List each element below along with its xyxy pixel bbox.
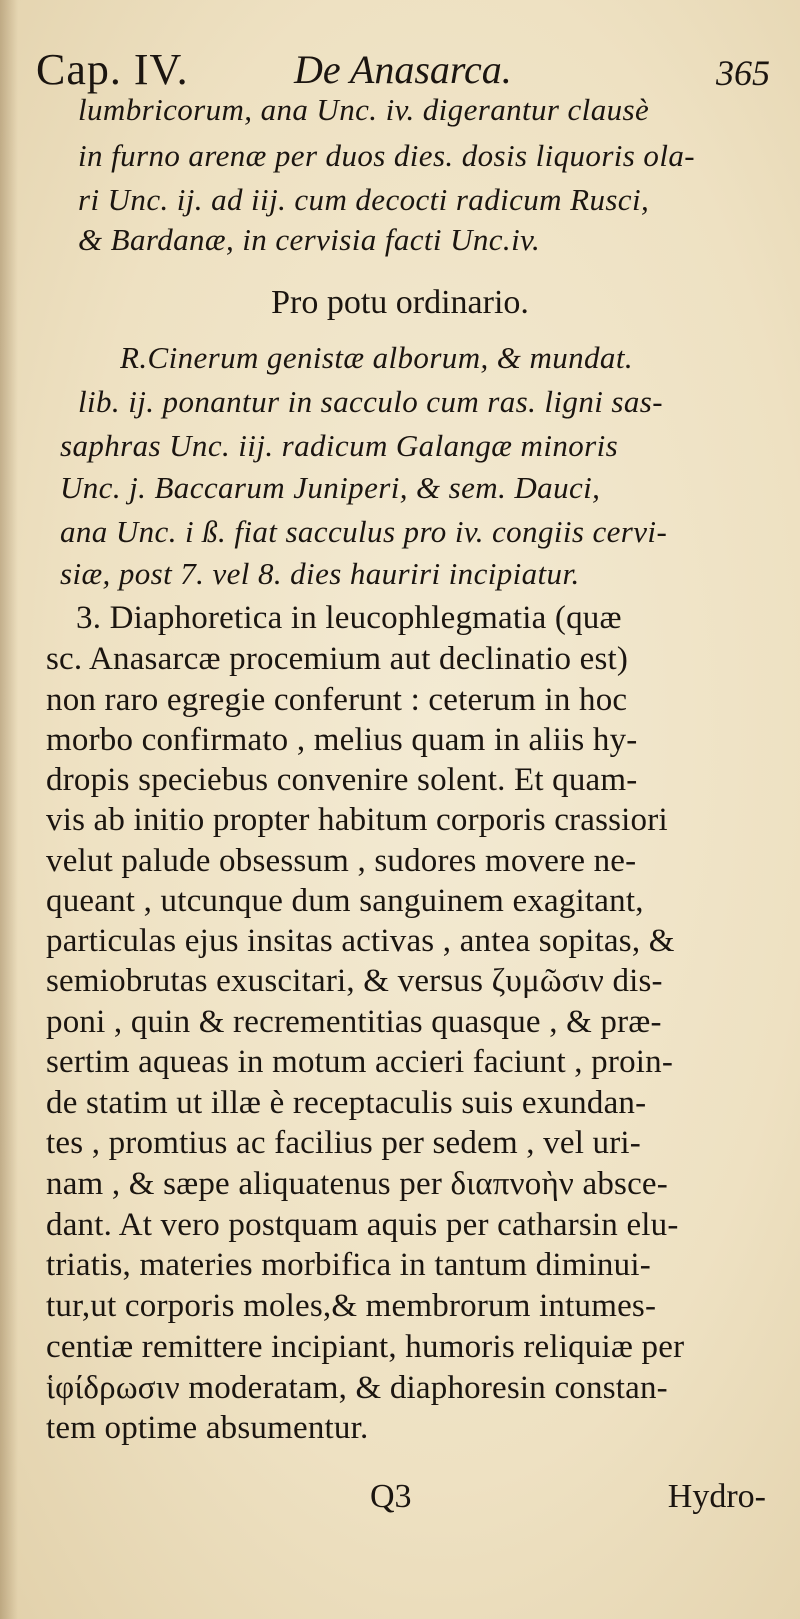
text-line: ana Unc. i ß. fiat sacculus pro iv. congiis cervi- — [60, 514, 668, 549]
text-line: dant. At vero postquam aquis per catharsin elu- — [46, 1207, 679, 1243]
text-line: poni , quin & recrementitias quasque , & præ- — [46, 1004, 662, 1040]
section-heading: Pro potu ordinario. — [271, 284, 529, 321]
text-line: centiæ remittere incipiant, humoris reliquiæ per — [46, 1329, 685, 1365]
text-line: R.Cinerum genistæ alborum, & mundat. — [120, 340, 633, 375]
text-line: triatis, materies morbifica in tantum diminui- — [46, 1247, 651, 1283]
text-line: siæ, post 7. vel 8. dies hauriri incipiatur. — [60, 556, 580, 591]
text-line: sertim aqueas in motum accieri faciunt , proin- — [46, 1044, 674, 1080]
chapter-label: Cap. IV. — [36, 45, 189, 94]
text-line: de statim ut illæ è receptaculis suis exundan- — [46, 1085, 647, 1121]
catchword: Hydro- — [667, 1478, 766, 1515]
text-line: lumbricorum, ana Unc. iv. digerantur clausè — [78, 92, 650, 127]
text-line: velut palude obsessum , sudores movere ne- — [46, 843, 637, 879]
text-line: tes , promtius ac facilius per sedem , vel uri- — [46, 1125, 641, 1161]
text-line: lib. ij. ponantur in sacculo cum ras. ligni sas- — [78, 384, 663, 419]
running-title: De Anasarca. — [294, 47, 512, 92]
text-line: ἱφίδρωσιν moderatam, & diaphoresin constan- — [46, 1370, 668, 1406]
text-line: non raro egregie conferunt : ceterum in hoc — [46, 682, 628, 718]
text-line: tem optime absumentur. — [46, 1410, 369, 1446]
paragraph-first-line: 3. Diaphoretica in leucophlegmatia (quæ — [76, 600, 622, 636]
text-line: saphras Unc. iij. radicum Galangæ minoris — [60, 428, 619, 463]
text-line: semiobrutas exuscitari, & versus ζυμῶσιν dis- — [46, 963, 663, 999]
text-line: Unc. j. Baccarum Juniperi, & sem. Dauci, — [60, 470, 601, 505]
text-line: particulas ejus insitas activas , antea sopitas, & — [46, 923, 675, 959]
text-line: in furno arenæ per duos dies. dosis liquoris ola- — [78, 138, 695, 173]
text-line: tur,ut corporis moles,& membrorum intumes- — [46, 1288, 657, 1324]
signature-mark: Q3 — [370, 1478, 412, 1515]
page-number: 365 — [716, 53, 770, 93]
text-line: & Bardanæ, in cervisia facti Unc.iv. — [78, 222, 541, 257]
page-footer — [0, 1478, 800, 1528]
text-line: queant , utcunque dum sanguinem exagitant, — [46, 883, 644, 919]
text-line: dropis speciebus convenire solent. Et quam- — [46, 762, 638, 798]
text-line: sc. Anasarcæ procemium aut declinatio est) — [46, 641, 629, 677]
text-line: nam , & sæpe aliquatenus per διαπνοὴν absce- — [46, 1166, 668, 1202]
text-line: morbo confirmato , melius quam in aliis hy- — [46, 722, 638, 758]
text-line: ri Unc. ij. ad iij. cum decocti radicum Rusci, — [78, 182, 650, 217]
text-line: vis ab initio propter habitum corporis crassiori — [46, 802, 668, 838]
